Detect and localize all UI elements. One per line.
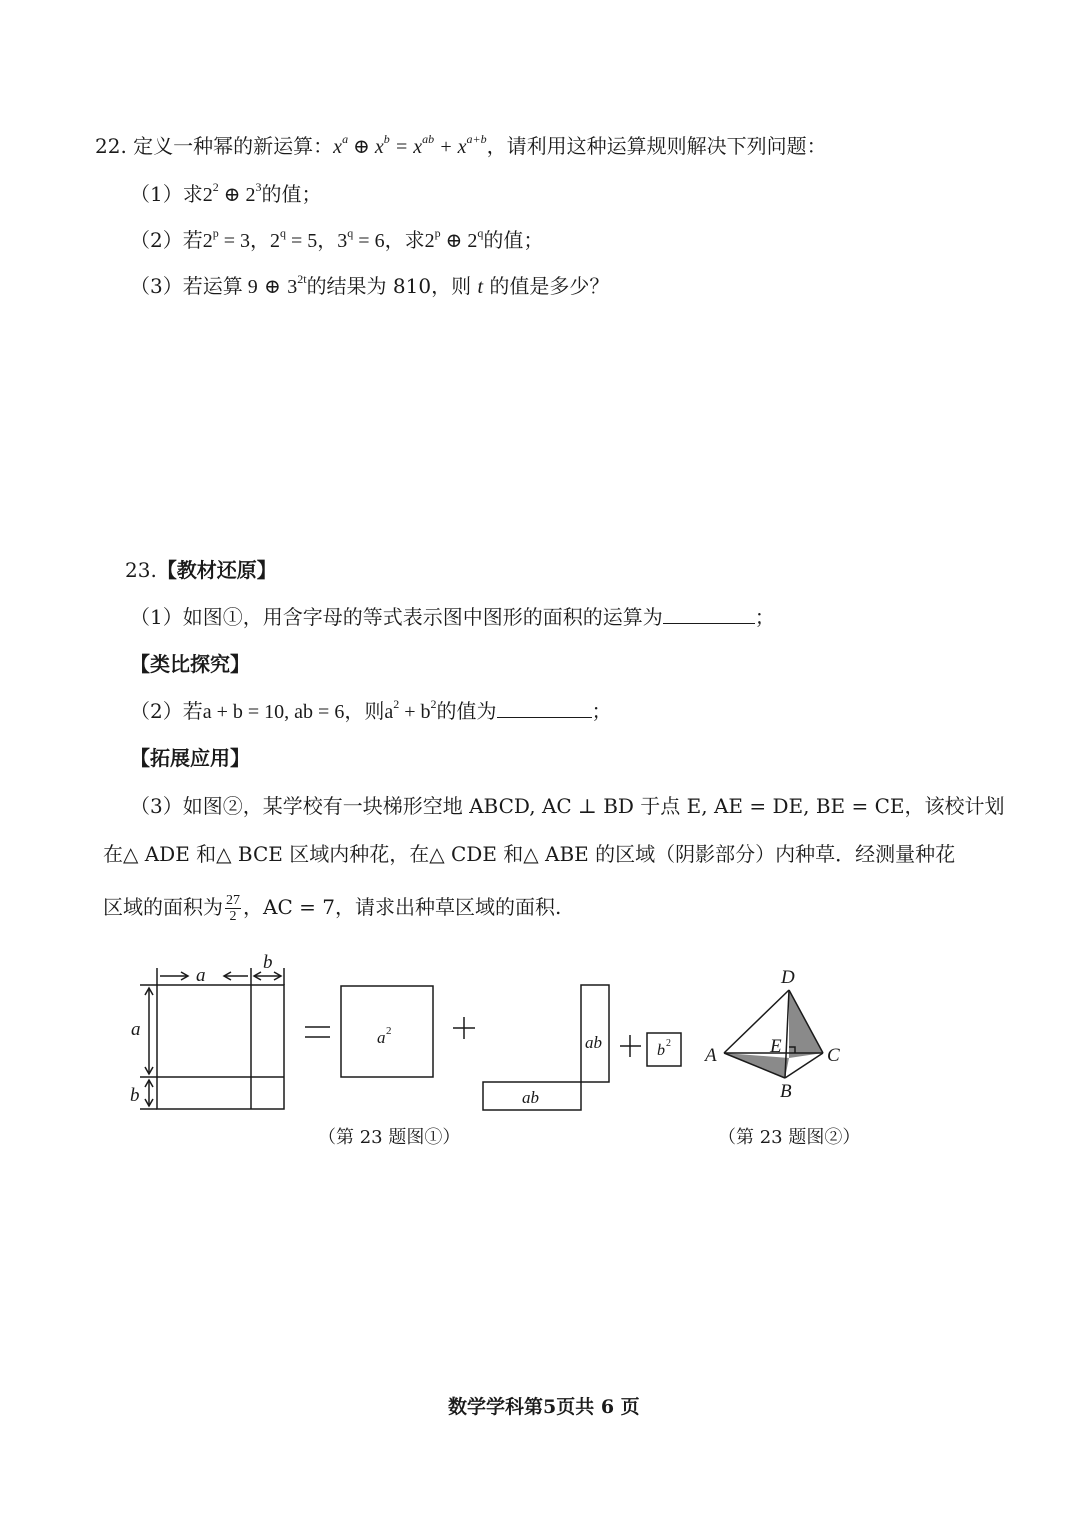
fig2-label-B: B (780, 1081, 792, 1102)
q22-intro-tail: ，请利用这种运算规则解决下列问题： (486, 134, 827, 158)
page-footer: 数学学科第5页共 6 页 (448, 1396, 640, 1418)
q23-section-extension: 【拓展应用】 (130, 746, 250, 770)
q23-section-analogy: 【类比探究】 (130, 652, 250, 676)
figure2-caption: （第 23 题图②） (718, 1127, 861, 1148)
q22-part3: （3）若运算 9 ⊕ $3^{2t}$的结果为 810，则 t 的值是多少？ (130, 272, 610, 298)
q22-intro: 定义一种幂的新运算： (133, 134, 334, 158)
fig1-label-a-top: a (196, 965, 206, 986)
q23-part3-line2: 在△ ADE 和△ BCE 区域内种花，在△ CDE 和△ ABE 的区域（阴影部分）内种草．经测量种花 (103, 842, 956, 866)
q23-part1: （1）如图①，用含字母的等式表示图中图形的面积的运算为 ； (130, 605, 775, 629)
fig2-label-C: C (827, 1045, 840, 1066)
fig1-ab-vertical-label: ab (585, 1033, 602, 1052)
q22-part1: （1）求$2^2$ ⊕ $2^3$的值； (130, 180, 322, 206)
fig1-big-square (157, 985, 284, 1109)
fig2-label-E: E (770, 1036, 782, 1057)
q23-section-textbook: 【教材还原】 (156, 558, 277, 582)
q23-part3-line3: 区域的面积为 $\frac{27}{2}$ ，AC = 7，请求出种草区域的面积. (103, 893, 562, 924)
fig1-label-b-left: b (130, 1085, 140, 1106)
q23-part2: （2）若a + b = 10, ab = 6，则$a^2 + b^2$的值为 ； (130, 697, 612, 723)
fig1-b2-base: b (657, 1042, 665, 1059)
fig1-label-b-top: b (263, 952, 273, 973)
fig1-a2-exp: 2 (386, 1025, 392, 1037)
fraction-27-2: $\frac{27}{2}$ (226, 893, 240, 924)
figure2 (703, 967, 840, 1102)
fig1-a2-base: a (377, 1028, 386, 1047)
fig1-b2-exp: 2 (666, 1038, 671, 1049)
fig2-label-D: D (781, 967, 795, 988)
fig1-ab-horizontal-label: ab (522, 1088, 539, 1107)
q22-number: 22. (95, 134, 127, 158)
q22-formula: $x^a$ ⊕ $x^b = x^{ab} + x^{a+b}$ (333, 132, 487, 158)
figure1-caption: （第 23 题图①） (318, 1127, 461, 1148)
q22-part2: （2）若$2^p = 3$，$2^q = 5$，$3^q = 6$，求2$^p$ ⊕ 2$^q$的值； (130, 226, 544, 252)
q23-number: 23. (125, 558, 157, 582)
fig1-label-a-left: a (131, 1019, 141, 1040)
fig2-label-A: A (705, 1045, 717, 1066)
q23-part3-line1: （3）如图②，某学校有一块梯形空地 ABCD, AC ⊥ BD 于点 E, AE = DE, BE = CE，该校计划 (130, 794, 1005, 818)
